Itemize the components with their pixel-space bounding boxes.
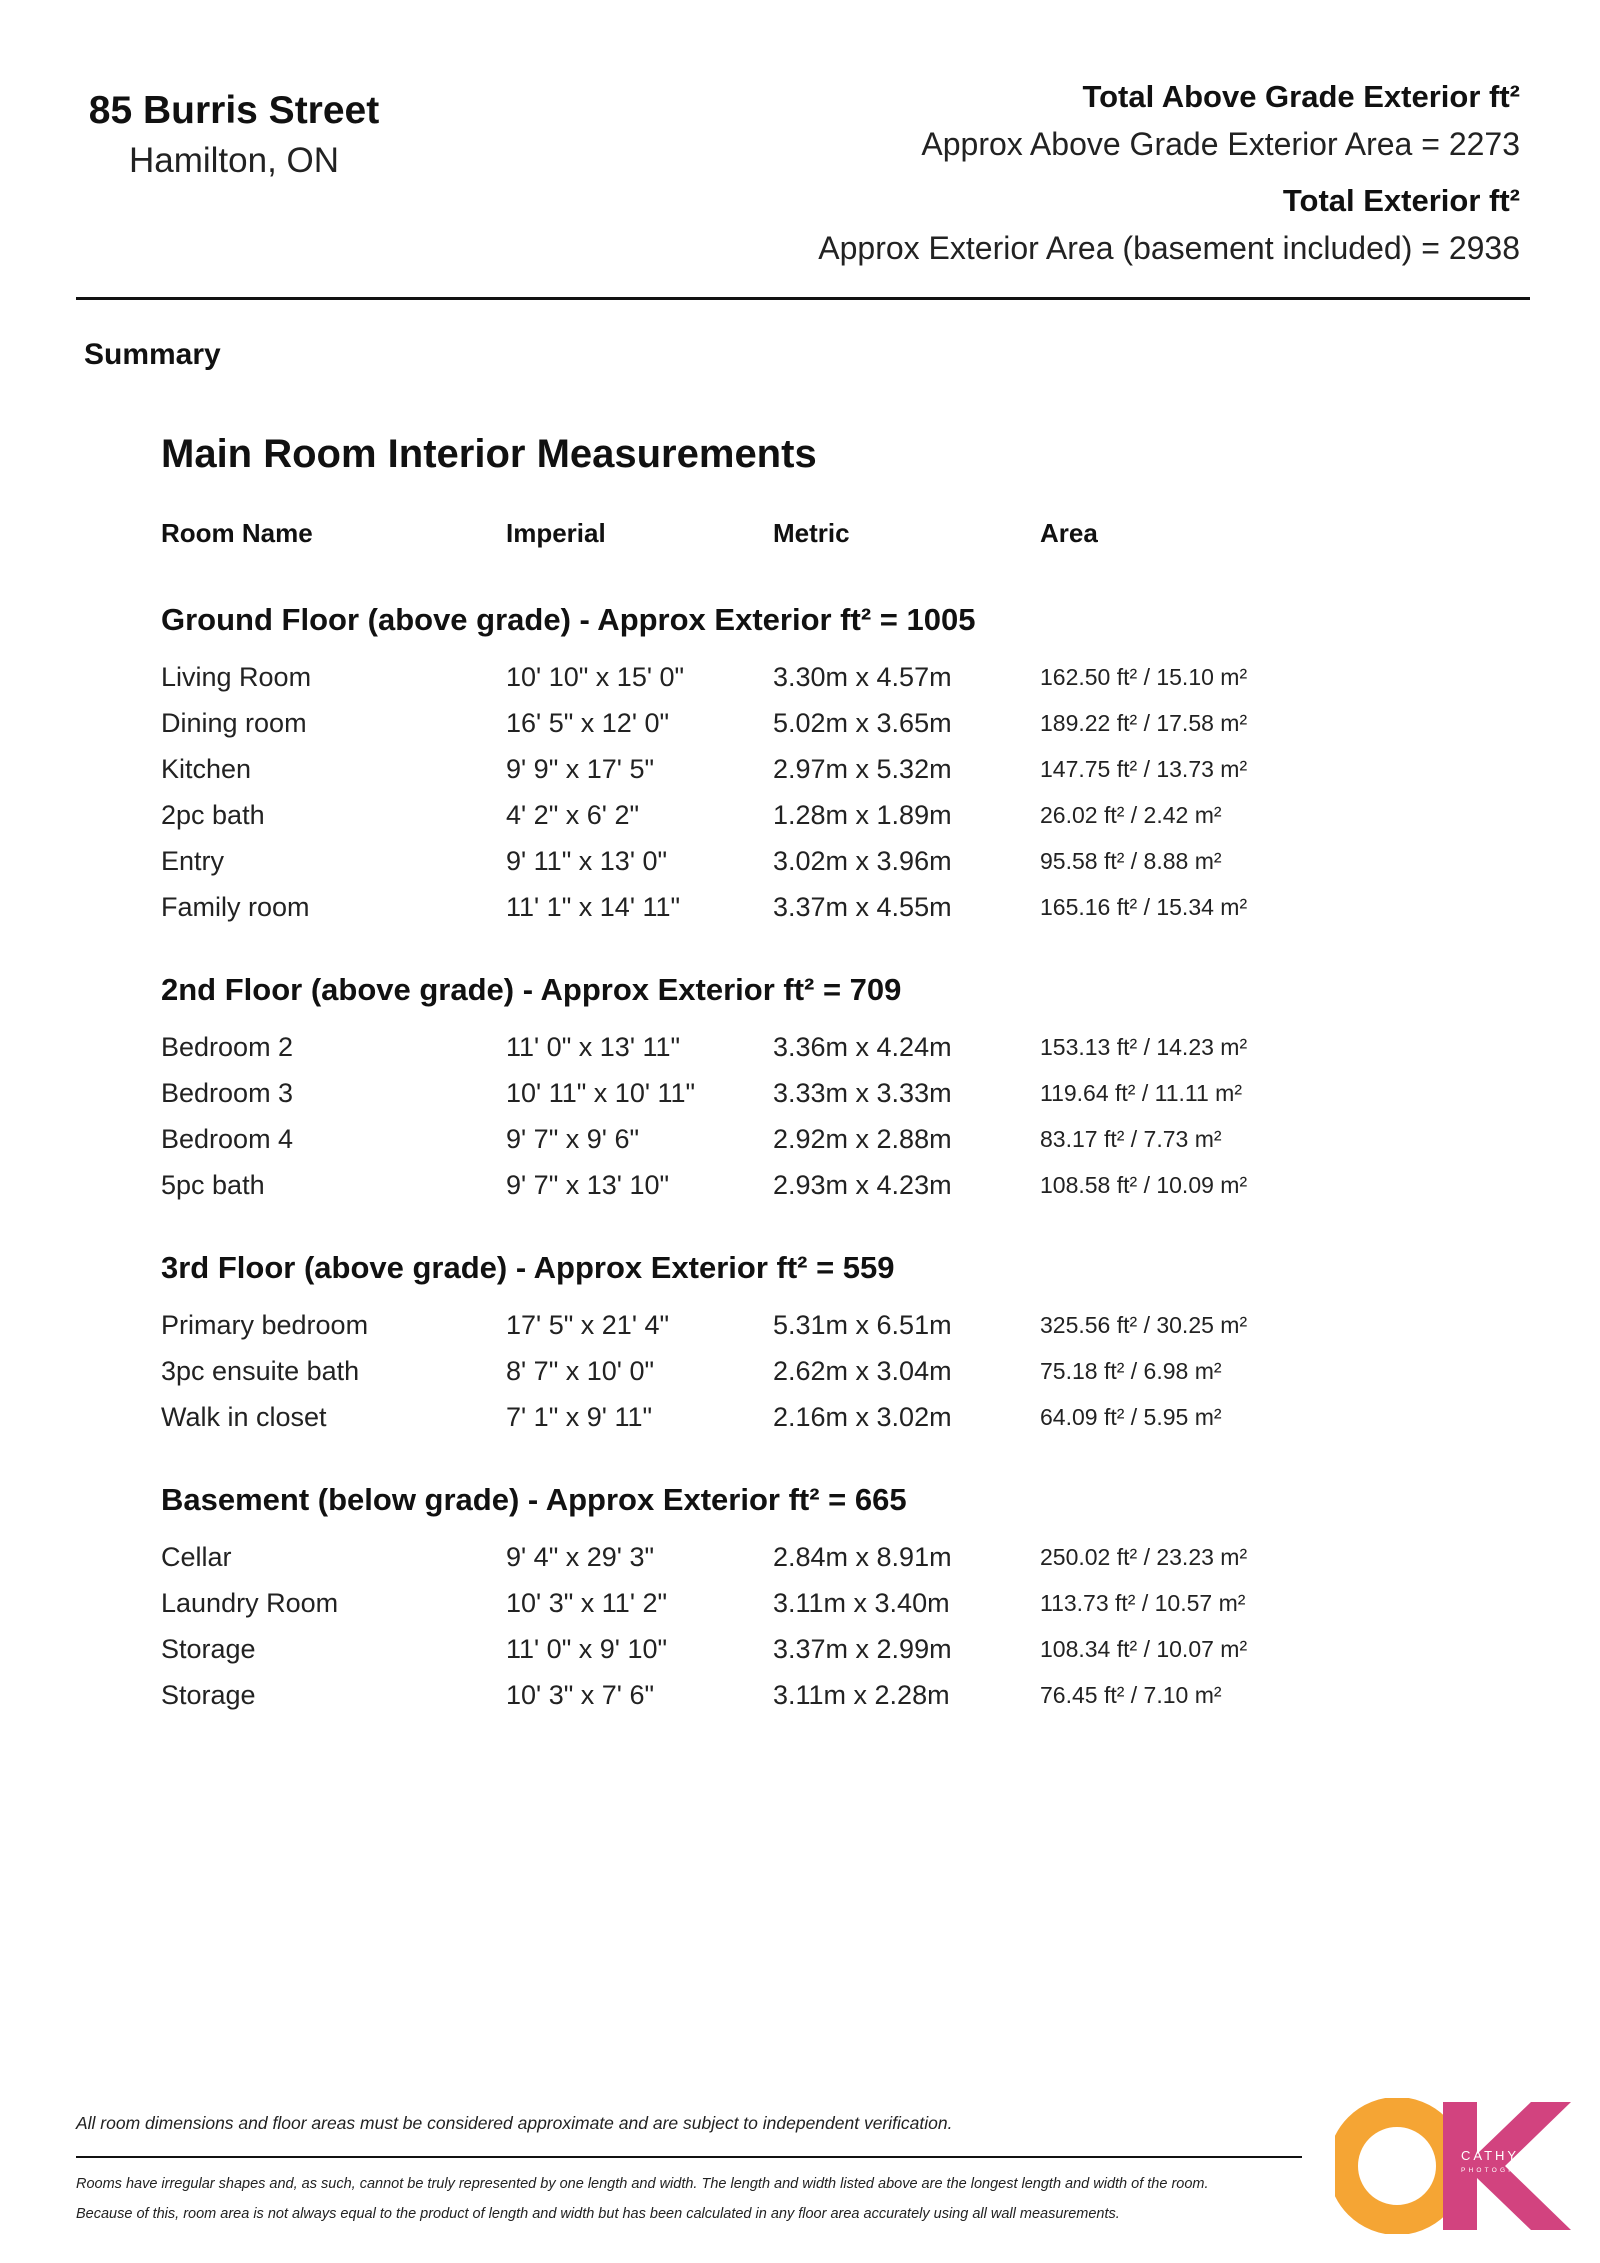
room-imperial: 8' 7" x 10' 0": [506, 1356, 655, 1386]
totals-block: [818, 74, 1520, 282]
room-metric: 1.28m x 1.89m: [773, 800, 952, 830]
logo-text: CATHY KOOP: [1461, 2148, 1575, 2163]
table-row: [161, 700, 1261, 746]
footer-note: Because of this, room area is not always equal to the product of length and width but has been calculated in any floor area accurately using all wall measurements.: [76, 2206, 1120, 2222]
room-imperial: 17' 5" x 21' 4": [506, 1310, 670, 1340]
room-imperial: 9' 7" x 13' 10": [506, 1170, 670, 1200]
room-imperial: 11' 0" x 9' 10": [506, 1634, 668, 1664]
floor-section: [161, 596, 1261, 930]
room-metric: 3.33m x 3.33m: [773, 1078, 952, 1108]
room-imperial: 11' 0" x 13' 11": [506, 1032, 681, 1062]
room-area: 95.58 ft² / 8.88 m²: [1040, 848, 1222, 874]
room-name: 3pc ensuite bath: [161, 1356, 360, 1386]
table-row: [161, 1394, 1261, 1440]
room-name: 2pc bath: [161, 800, 265, 830]
room-area: 162.50 ft² / 15.10 m²: [1040, 664, 1248, 690]
floor-title: 2nd Floor (above grade) - Approx Exterior ft² = 709: [161, 972, 902, 1007]
room-imperial: 11' 1" x 14' 11": [506, 892, 681, 922]
table-row: [161, 1580, 1261, 1626]
room-imperial: 9' 11" x 13' 0": [506, 846, 668, 876]
cathy-koop-logo: [1335, 2098, 1575, 2234]
logo-k-mark: [1443, 2102, 1571, 2230]
room-area: 119.64 ft² / 11.11 m²: [1040, 1080, 1242, 1106]
table-row: [161, 654, 1261, 700]
room-imperial: 9' 7" x 9' 6": [506, 1124, 640, 1154]
table-header: [161, 518, 1261, 552]
room-metric: 3.02m x 3.96m: [773, 846, 952, 876]
room-area: 189.22 ft² / 17.58 m²: [1040, 710, 1248, 736]
header-metric: Metric: [773, 518, 850, 548]
room-area: 75.18 ft² / 6.98 m²: [1040, 1358, 1222, 1384]
room-imperial: 10' 3" x 11' 2": [506, 1588, 668, 1618]
page-title: Main Room Interior Measurements: [161, 432, 817, 476]
room-metric: 2.16m x 3.02m: [773, 1402, 952, 1432]
header-room-name: Room Name: [161, 518, 313, 548]
room-metric: 3.30m x 4.57m: [773, 662, 952, 692]
room-area: 64.09 ft² / 5.95 m²: [1040, 1404, 1222, 1430]
floor-title: 3rd Floor (above grade) - Approx Exterior ft² = 559: [161, 1250, 895, 1285]
floor-title: Ground Floor (above grade) - Approx Exterior ft² = 1005: [161, 602, 976, 637]
room-area: 325.56 ft² / 30.25 m²: [1040, 1312, 1248, 1338]
room-name: Entry: [161, 846, 225, 876]
above-grade-label: Total Above Grade Exterior ft²: [1082, 79, 1520, 114]
above-grade-value: Approx Above Grade Exterior Area = 2273: [921, 126, 1520, 162]
room-name: Family room: [161, 892, 310, 922]
room-name: Kitchen: [161, 754, 252, 784]
room-metric: 5.31m x 6.51m: [773, 1310, 952, 1340]
table-row: [161, 792, 1261, 838]
room-metric: 5.02m x 3.65m: [773, 708, 952, 738]
table-row: [161, 1024, 1261, 1070]
room-metric: 2.84m x 8.91m: [773, 1542, 952, 1572]
room-name: Laundry Room: [161, 1588, 339, 1618]
room-name: Storage: [161, 1680, 256, 1710]
room-area: 26.02 ft² / 2.42 m²: [1040, 802, 1222, 828]
floor-title: Basement (below grade) - Approx Exterior ft² = 665: [161, 1482, 907, 1517]
room-area: 83.17 ft² / 7.73 m²: [1040, 1126, 1222, 1152]
floor-section: [161, 1244, 1261, 1440]
room-metric: 2.93m x 4.23m: [773, 1170, 952, 1200]
room-imperial: 9' 9" x 17' 5": [506, 754, 655, 784]
floors-list: [161, 596, 1261, 1754]
table-row: [161, 1534, 1261, 1580]
room-metric: 2.92m x 2.88m: [773, 1124, 952, 1154]
room-name: Walk in closet: [161, 1402, 327, 1432]
room-imperial: 10' 3" x 7' 6": [506, 1680, 655, 1710]
floor-section: [161, 966, 1261, 1208]
room-area: 108.34 ft² / 10.07 m²: [1040, 1636, 1248, 1662]
city: Hamilton, ON: [128, 141, 340, 180]
table-row: [161, 838, 1261, 884]
table-row: [161, 1116, 1261, 1162]
room-imperial: 9' 4" x 29' 3": [506, 1542, 655, 1572]
table-row: [161, 1348, 1261, 1394]
room-name: Cellar: [161, 1542, 232, 1572]
header-imperial: Imperial: [506, 518, 606, 548]
room-area: 113.73 ft² / 10.57 m²: [1040, 1590, 1246, 1616]
table-row: [161, 746, 1261, 792]
logo-o-mark: [1343, 2112, 1451, 2220]
total-exterior-value: Approx Exterior Area (basement included) = 2938: [818, 230, 1520, 266]
room-metric: 2.62m x 3.04m: [773, 1356, 952, 1386]
table-row: [161, 1672, 1261, 1718]
room-name: Bedroom 4: [161, 1124, 294, 1154]
logo-subtext: PHOTOGRAPHY: [1461, 2167, 1547, 2174]
room-name: Bedroom 3: [161, 1078, 294, 1108]
room-name: Primary bedroom: [161, 1310, 369, 1340]
header-area: Area: [1040, 518, 1098, 548]
room-metric: 3.11m x 3.40m: [773, 1588, 950, 1618]
room-name: 5pc bath: [161, 1170, 265, 1200]
summary-heading: Summary: [84, 338, 221, 371]
floor-section: [161, 1476, 1261, 1718]
room-imperial: 10' 10" x 15' 0": [506, 662, 685, 692]
table-row: [161, 884, 1261, 930]
room-area: 76.45 ft² / 7.10 m²: [1040, 1682, 1222, 1708]
table-row: [161, 1070, 1261, 1116]
disclaimer: All room dimensions and floor areas must be considered approximate and are subject to independent verification.: [76, 2113, 953, 2133]
footer-divider: [76, 2156, 1302, 2158]
room-imperial: 4' 2" x 6' 2": [506, 800, 640, 830]
room-area: 153.13 ft² / 14.23 m²: [1040, 1034, 1248, 1060]
room-name: Dining room: [161, 708, 307, 738]
room-metric: 3.37m x 2.99m: [773, 1634, 952, 1664]
room-name: Bedroom 2: [161, 1032, 294, 1062]
table-row: [161, 1302, 1261, 1348]
street-address: 85 Burris Street: [88, 89, 380, 132]
room-name: Storage: [161, 1634, 256, 1664]
room-imperial: 10' 11" x 10' 11": [506, 1078, 696, 1108]
footer-note: Rooms have irregular shapes and, as such, cannot be truly represented by one length and width. The length and width listed above are the longest length and width of the room.: [76, 2176, 1209, 2192]
room-metric: 3.37m x 4.55m: [773, 892, 952, 922]
room-area: 250.02 ft² / 23.23 m²: [1040, 1544, 1248, 1570]
table-row: [161, 1162, 1261, 1208]
room-area: 165.16 ft² / 15.34 m²: [1040, 894, 1248, 920]
total-exterior-label: Total Exterior ft²: [1282, 183, 1520, 218]
address-block: [84, 84, 384, 184]
table-row: [161, 1626, 1261, 1672]
room-metric: 3.36m x 4.24m: [773, 1032, 952, 1062]
header-divider: [76, 297, 1530, 300]
room-imperial: 16' 5" x 12' 0": [506, 708, 670, 738]
room-metric: 2.97m x 5.32m: [773, 754, 952, 784]
room-area: 147.75 ft² / 13.73 m²: [1040, 756, 1248, 782]
room-metric: 3.11m x 2.28m: [773, 1680, 950, 1710]
room-imperial: 7' 1" x 9' 11": [506, 1402, 653, 1432]
room-area: 108.58 ft² / 10.09 m²: [1040, 1172, 1248, 1198]
room-name: Living Room: [161, 662, 312, 692]
